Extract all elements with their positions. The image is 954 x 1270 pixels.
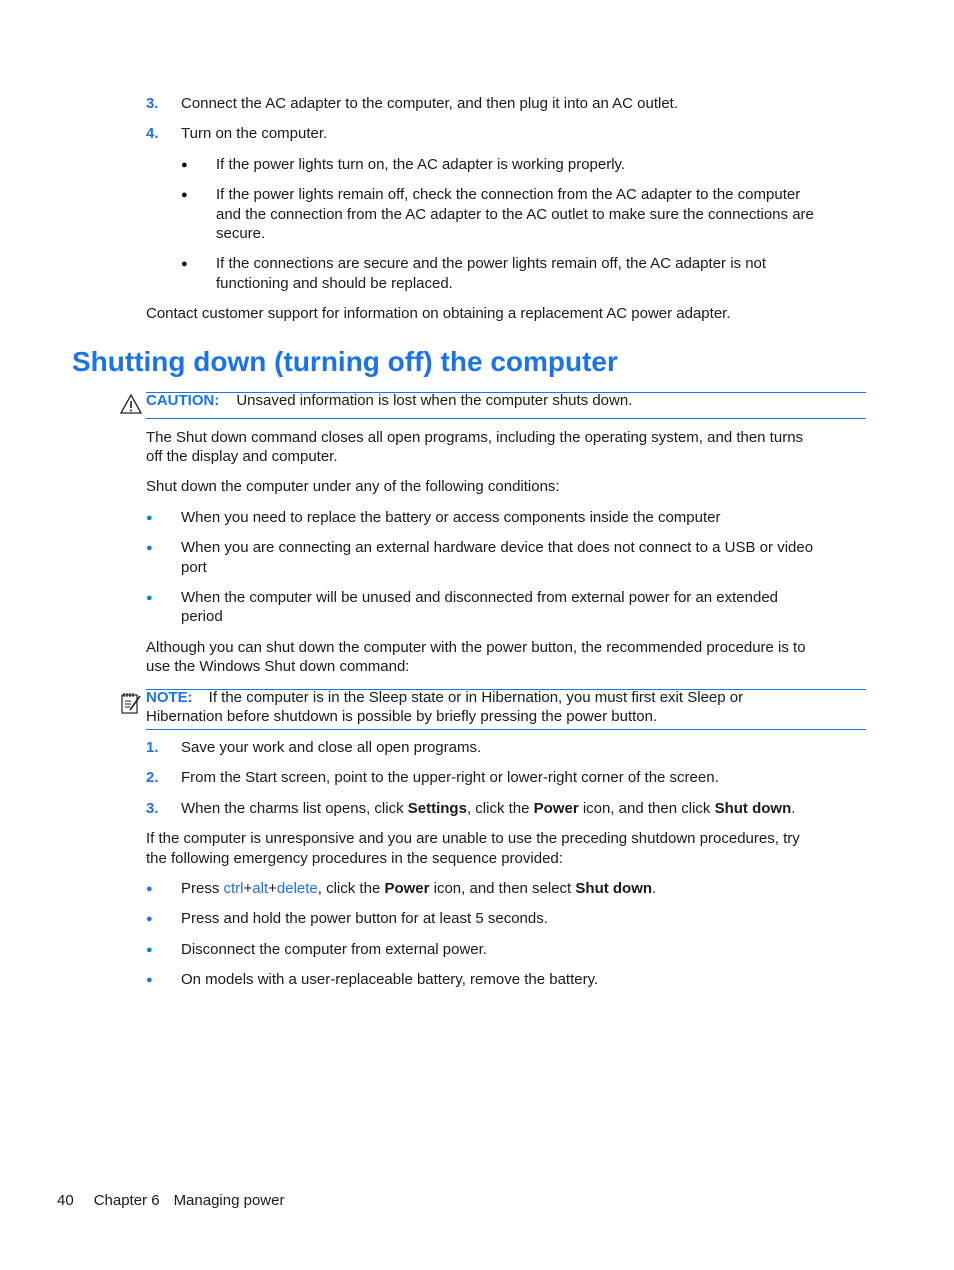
chapter-label: Chapter 6 — [93, 1192, 160, 1209]
list-item: Disconnect the computer from external power. — [181, 941, 487, 958]
caution-message: Unsaved information is lost when the computer shuts down. — [236, 392, 633, 409]
list-item: If the power lights remain off, check the connection from the AC adapter to the computer — [216, 186, 801, 203]
although-paragraph-cont: use the Windows Shut down command: — [146, 658, 410, 675]
bullet-icon: ● — [146, 944, 153, 956]
bullet-icon: ● — [146, 974, 153, 986]
intro-paragraph-cont: off the display and computer. — [146, 448, 338, 465]
list-item: When you need to replace the battery or access components inside the computer — [181, 509, 721, 526]
bullet-icon: ● — [181, 189, 188, 201]
section-heading: Shutting down (turning off) the computer — [72, 346, 618, 377]
caution-bottom-rule — [146, 418, 866, 419]
list-item-cont: period — [181, 608, 223, 625]
list-item: If the power lights turn on, the AC adapter is working properly. — [216, 156, 626, 173]
bullet-icon: ● — [181, 258, 188, 270]
step-text: From the Start screen, point to the upper-right or lower-right corner of the screen. — [181, 769, 719, 786]
unresponsive-paragraph: If the computer is unresponsive and you are unable to use the preceding shutdown procedures, try — [146, 830, 800, 847]
list-item-cont: port — [181, 559, 207, 576]
contact-paragraph: Contact customer support for information on obtaining a replacement AC power adapter. — [146, 305, 731, 322]
power-term: Power — [384, 880, 430, 897]
intro-paragraph: The Shut down command closes all open programs, including the operating system, and then turns — [146, 429, 804, 446]
step-text: When the charms list opens, click Settings, click the Power icon, and then click Shut down. — [181, 800, 796, 817]
conditions-intro: Shut down the computer under any of the following conditions: — [146, 478, 560, 495]
step-number: 3. — [146, 95, 159, 112]
step-number: 1. — [146, 739, 159, 756]
step-number: 2. — [146, 769, 159, 786]
list-item: On models with a user-replaceable battery, remove the battery. — [181, 971, 599, 988]
bullet-icon: ● — [146, 542, 153, 554]
list-item: When you are connecting an external hardware device that does not connect to a USB or video — [181, 539, 814, 556]
step-number: 3. — [146, 800, 159, 817]
chapter-title: Managing power — [173, 1192, 285, 1209]
power-term: Power — [533, 800, 579, 817]
note-pad-icon — [119, 690, 143, 716]
step-number: 4. — [146, 125, 159, 142]
note-text — [146, 688, 743, 708]
bullet-icon: ● — [146, 883, 153, 895]
list-item: If the connections are secure and the power lights remain off, the AC adapter is not — [216, 255, 767, 272]
list-item: Press and hold the power button for at least 5 seconds. — [181, 910, 548, 927]
caution-text — [146, 391, 632, 411]
key-alt: alt — [252, 880, 269, 897]
note-bottom-rule — [146, 729, 866, 730]
bullet-icon: ● — [146, 913, 153, 925]
key-delete: delete — [276, 880, 318, 897]
warning-triangle-icon — [119, 393, 143, 415]
list-item-cont: secure. — [216, 225, 266, 242]
note-text-cont: Hibernation before shutdown is possible by briefly pressing the power button. — [146, 708, 658, 725]
key-ctrl: ctrl — [223, 880, 244, 897]
caution-label: CAUTION: — [146, 392, 220, 409]
list-item-cont: functioning and should be replaced. — [216, 275, 453, 292]
bullet-icon: ● — [181, 159, 188, 171]
although-paragraph: Although you can shut down the computer with the power button, the recommended procedure is to — [146, 639, 806, 656]
shut-down-term: Shut down — [575, 880, 653, 897]
list-item-cont: and the connection from the AC adapter to the AC outlet to make sure the connections are — [216, 206, 814, 223]
list-item: Press ctrl+alt+delete, click the Power icon, and then select Shut down. — [181, 880, 657, 897]
note-message: If the computer is in the Sleep state or in Hibernation, you must first exit Sleep or — [208, 689, 744, 706]
page-footer — [57, 1191, 284, 1211]
list-item: When the computer will be unused and disconnected from external power for an extended — [181, 589, 779, 606]
bullet-icon: ● — [146, 512, 153, 524]
shut-down-term: Shut down — [714, 800, 792, 817]
step-text: Turn on the computer. — [181, 125, 328, 142]
settings-term: Settings — [407, 800, 467, 817]
unresponsive-paragraph-cont: the following emergency procedures in the sequence provided: — [146, 850, 563, 867]
page-number: 40 — [57, 1192, 74, 1209]
step-text: Save your work and close all open programs. — [181, 739, 482, 756]
bullet-icon: ● — [146, 592, 153, 604]
note-label: NOTE: — [146, 689, 193, 706]
step-text: Connect the AC adapter to the computer, and then plug it into an AC outlet. — [181, 95, 678, 112]
